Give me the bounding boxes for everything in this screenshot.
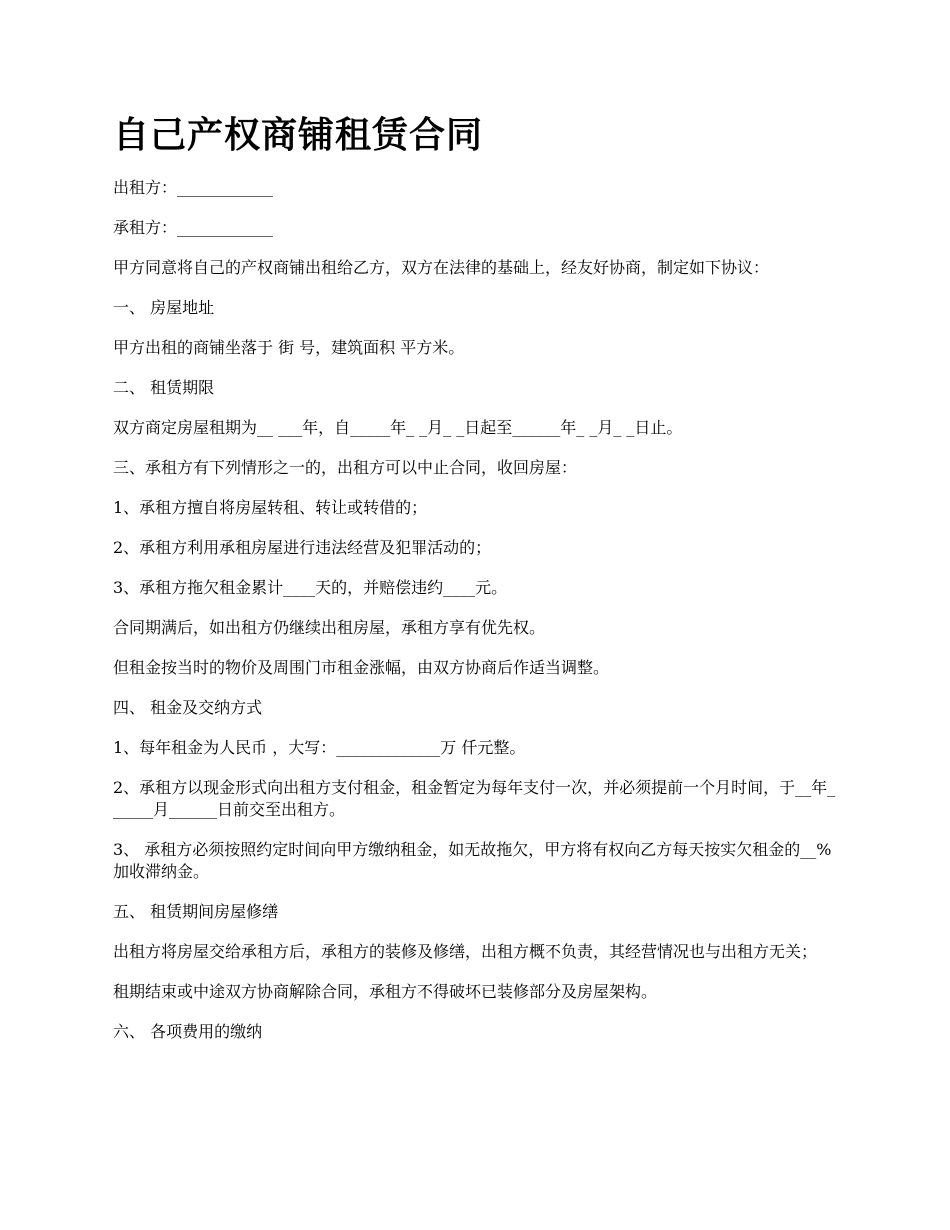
repairs-paragraph-2: 租期结束或中途双方协商解除合同，承租方不得破坏已装修部分及房屋架构。	[113, 982, 658, 1001]
document-title: 自己产权商铺租赁合同	[113, 115, 484, 156]
rent-adjustment-paragraph: 但租金按当时的物价及周围门市租金涨幅，由双方协商后作适当调整。	[113, 658, 610, 677]
section-heading-termination: 三、承租方有下列情形之一的，出租方可以中止合同，收回房屋：	[113, 458, 578, 477]
section-heading-term: 二、 租赁期限	[113, 378, 215, 397]
document-page	[113, 112, 843, 1061]
preamble-paragraph: 甲方同意将自己的产权商铺出租给乙方，双方在法律的基础上，经友好协商，制定如下协议：	[113, 258, 770, 277]
address-paragraph: 甲方出租的商铺坐落于 街 号，建筑面积 平方米。	[113, 338, 465, 357]
section-heading-fees: 六、 各项费用的缴纳	[113, 1022, 263, 1041]
section-heading-address: 一、 房屋地址	[113, 298, 215, 317]
lessee-line: 承租方：____________	[113, 218, 274, 237]
section-heading-rent: 四、 租金及交纳方式	[113, 698, 263, 717]
rent-clause-2: 2、承租方以现金形式向出租方支付租金，租金暂定为每年支付一次，并必须提前一个月时间，于__年______月______日前交至出租方。	[113, 778, 836, 819]
termination-clause-1: 1、承租方擅自将房屋转租、转让或转借的；	[113, 498, 428, 517]
rent-clause-3: 3、 承租方必须按照约定时间向甲方缴纳租金，如无故拖欠，甲方将有权向乙方每天按实欠租金的__%加收滞纳金。	[113, 840, 832, 881]
section-heading-repairs: 五、 租赁期间房屋修缮	[113, 902, 279, 921]
term-paragraph: 双方商定房屋租期为__ ___年，自_____年_ _月_ _日起至______年_ _月_ _日止。	[113, 418, 683, 437]
lessor-line: 出租方：____________	[113, 178, 274, 197]
rent-clause-1: 1、每年租金为人民币 ，大写：_____________万 仟元整。	[113, 738, 526, 757]
termination-clause-3: 3、承租方拖欠租金累计____天的，并赔偿违约____元。	[113, 578, 508, 597]
repairs-paragraph-1: 出租方将房屋交给承租方后，承租方的装修及修缮，出租方概不负责，其经营情况也与出租方无关；	[113, 942, 818, 961]
termination-clause-2: 2、承租方利用承租房屋进行违法经营及犯罪活动的；	[113, 538, 492, 557]
renewal-paragraph: 合同期满后，如出租方仍继续出租房屋，承租方享有优先权。	[113, 618, 546, 637]
